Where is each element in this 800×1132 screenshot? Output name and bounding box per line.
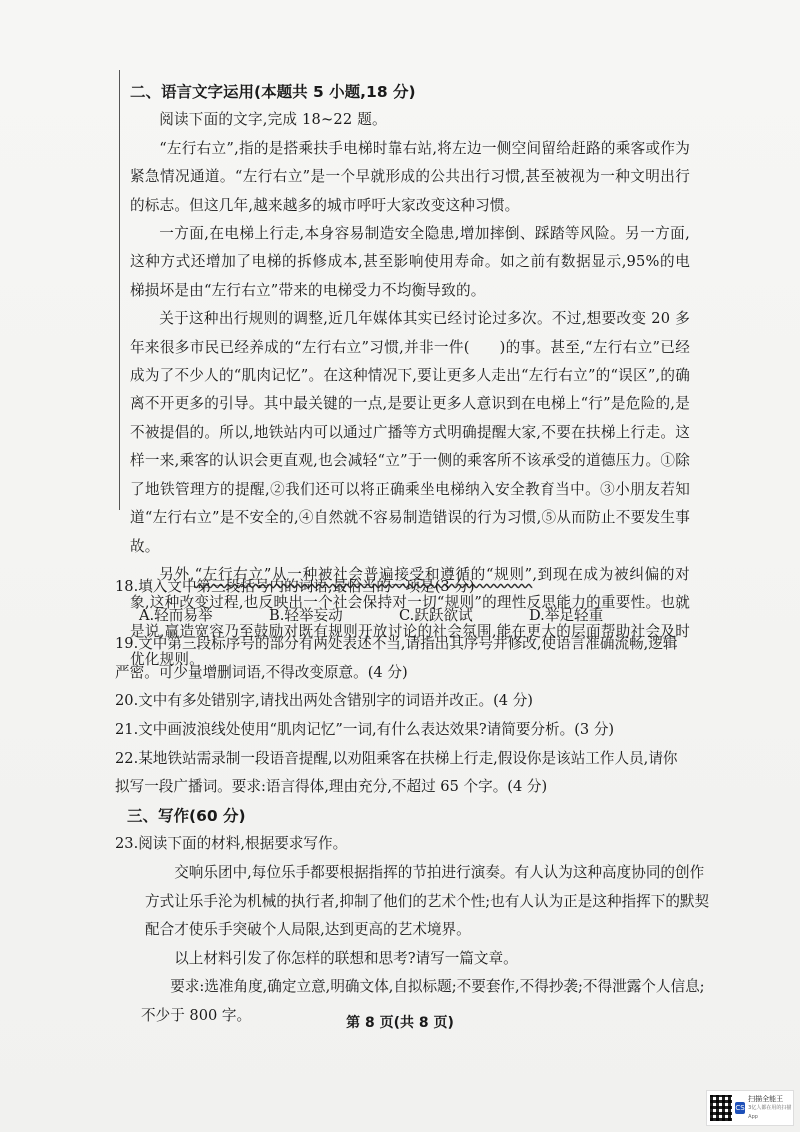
question-list: [115, 573, 715, 1031]
section3-heading: 三、写作(60 分): [127, 806, 246, 825]
para4-rest: ,到现在成为被纠偏的对象,这种改变过程,也反映出一个社会保持对一切“规则”的理性反思能力的重要性。也就是说,赢造宽容乃至鼓励对既有规则开放讨论的社会氛围,能在更大的层面帮助社会及时优化规则。: [130, 565, 690, 669]
question-23: 23.阅读下面的材料,根据要求写作。: [115, 835, 348, 853]
watermark-text: [748, 1095, 793, 1122]
scanner-watermark: [706, 1090, 794, 1126]
watermark-name: 扫描全能王: [748, 1094, 784, 1103]
section2-heading: 二、语言文字运用(本题共 5 小题,18 分): [130, 83, 416, 101]
option-c: C.跃跃欲试: [399, 606, 473, 624]
wavy-underlined-phrase: “左行右立”从一种被社会普遍接受和遵循的“规则”: [194, 565, 533, 583]
writing-requirements: 要求:选准角度,确定立意,明确文体,自拟标题;不要套作,不得抄袭;不得泄露个人信息;不少于 800 字。: [141, 978, 705, 1024]
question-20: 20.文中有多处错别字,请找出两处含错别字的词语并改正。(4 分): [115, 692, 534, 710]
option-b: B.轻举妄动: [269, 606, 343, 624]
cs-logo-icon: CS: [735, 1104, 745, 1112]
question-22-line1: 22.某地铁站需录制一段语音提醒,以劝阻乘客在扶梯上行走,假设你是该站工作人员,请你: [115, 749, 678, 767]
watermark-tagline: 3亿人都在用的扫描App: [748, 1104, 792, 1120]
option-a: A.轻而易举: [139, 606, 213, 624]
question-18: 18.填入文中第三段括号内的词语,最恰当的一项是(3 分): [115, 578, 475, 595]
qr-code-icon: [710, 1095, 732, 1121]
question-18-options: [115, 602, 715, 631]
question-19-line2: 严密。可少量增删词语,不得改变原意。(4 分): [115, 663, 408, 681]
para4-lead: 另外,: [159, 565, 195, 583]
writing-prompt: 以上材料引发了你怎样的联想和思考?请写一篇文章。: [174, 949, 518, 967]
question-19-line1: 19.文中第三段标序号的部分有两处表述不当,请指出其序号并修改,使语言准确流畅,逻辑: [115, 635, 678, 653]
passage-paragraph-2: 一方面,在电梯上行走,本身容易制造安全隐患,增加摔倒、踩踏等风险。另一方面,这种方式还增加了电梯的拆修成本,甚至影响使用寿命。如之前有数据显示,95%的电梯损坏是由“左行右立”带来的电梯受力不均衡导致的。: [130, 225, 690, 299]
option-d: D.举足轻重: [529, 606, 604, 624]
question-21: 21.文中画波浪线处使用“肌肉记忆”一词,有什么表达效果?请简要分析。(3 分): [115, 720, 615, 738]
section2-intro: 阅读下面的文字,完成 18~22 题。: [159, 111, 387, 129]
passage-paragraph-3: 关于这种出行规则的调整,近几年媒体其实已经讨论过多次。不过,想要改变 20 多年来很多市民已经养成的“左行右立”习惯,并非一件( )的事。甚至,“左行右立”已经成为了不少人的“肌肉记忆”。在这种情况下,要让更多人走出“左行右立”的“误区”,的确离不开更多的引导。其中最关键的一点,是要让更多人意识到在电梯上“行”是危险的,是不被提倡的。所以,地铁站内可以通过广播等方式明确提醒大家,不要在扶梯上行走。这样一来,乘客的认识会更直观,也会减轻“立”于一侧的乘客所不该承受的道德压力。①除了地铁管理方的提醒,②我们还可以将正确乘坐电梯纳入安全教育当中。③小朋友若知道“左行右立”是不安全的,④自然就不容易制造错误的行为习惯,⑤从而防止不要发生事故。: [130, 310, 690, 555]
question-22-line2: 拟写一段广播词。要求:语言得体,理由充分,不超过 65 个字。(4 分): [115, 778, 548, 796]
passage-paragraph-1: “左行右立”,指的是搭乘扶手电梯时靠右站,将左边一侧空间留给赶路的乘客或作为紧急情况通道。“左行右立”是一个早就形成的公共出行习惯,甚至被视为一种文明出行的标志。但这几年,越来越多的城市呼吁大家改变这种习惯。: [130, 139, 690, 214]
writing-material: 交响乐团中,每位乐手都要根据指挥的节拍进行演奏。有人认为这种高度协同的创作方式让乐手沦为机械的执行者,抑制了他们的艺术个性;也有人认为正是这种指挥下的默契配合才使乐手突破个人局限,达到更高的艺术境界。: [145, 863, 710, 939]
page-number: 第 8 页(共 8 页): [346, 1015, 454, 1031]
margin-rule: [119, 70, 120, 510]
